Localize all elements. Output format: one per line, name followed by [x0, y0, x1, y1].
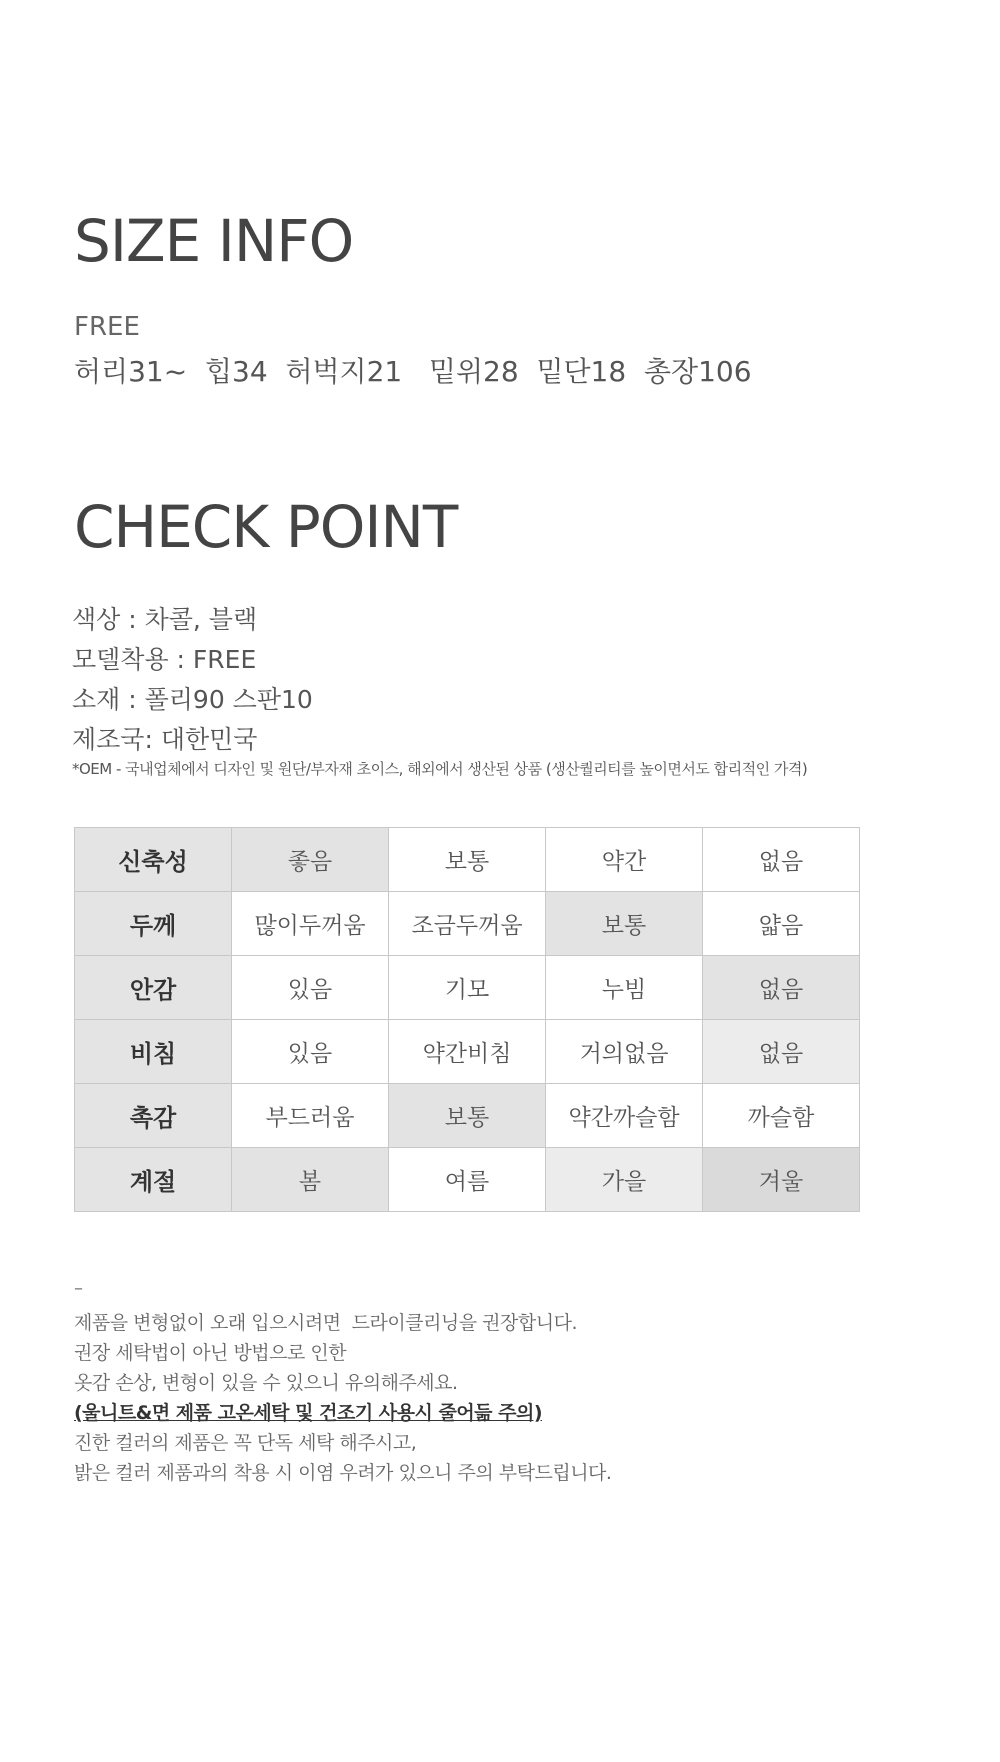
option-cell: 보통 [389, 1084, 546, 1148]
size-label: FREE [74, 312, 140, 342]
option-cell: 없음 [703, 828, 860, 892]
care-line: 밝은 컬러 제품과의 착용 시 이염 우려가 있으니 주의 부탁드립니다. [74, 1462, 612, 1484]
option-cell: 많이두꺼움 [232, 892, 389, 956]
option-cell: 겨울 [703, 1148, 860, 1212]
option-cell: 약간 [546, 828, 703, 892]
table-row [75, 956, 860, 1020]
care-line: 제품을 변형없이 오래 입으시려면 드라이클리닝을 권장합니다. [74, 1312, 577, 1334]
spec-material: 소재 : 폴리90 스판10 [72, 685, 313, 714]
care-line: 권장 세탁법이 아닌 방법으로 인한 [74, 1342, 347, 1364]
spec-origin: 제조국: 대한민국 [72, 725, 258, 754]
table-row [75, 1084, 860, 1148]
size-measurements: 허리31~ 힙34 허벅지21 밑위28 밑단18 총장106 [74, 355, 752, 388]
oem-note: *OEM - 국내업체에서 디자인 및 원단/부자재 초이스, 해외에서 생산된 상품 (생산퀄리티를 높이면서도 합리적인 가격) [72, 760, 808, 778]
check-point-title: CHECK POINT [74, 493, 458, 561]
table-row [75, 892, 860, 956]
row-label: 계절 [75, 1148, 232, 1212]
option-cell: 누빔 [546, 956, 703, 1020]
spec-model-size: 모델착용 : FREE [72, 645, 257, 674]
feature-table [74, 827, 860, 1212]
option-cell: 약간까슬함 [546, 1084, 703, 1148]
row-label: 촉감 [75, 1084, 232, 1148]
table-row [75, 828, 860, 892]
option-cell: 거의없음 [546, 1020, 703, 1084]
care-warning: (울니트&면 제품 고온세탁 및 건조기 사용시 줄어듦 주의) [74, 1402, 543, 1424]
care-line: 진한 컬러의 제품은 꼭 단독 세탁 해주시고, [74, 1432, 417, 1454]
row-label: 안감 [75, 956, 232, 1020]
row-label: 신축성 [75, 828, 232, 892]
option-cell: 부드러움 [232, 1084, 389, 1148]
option-cell: 봄 [232, 1148, 389, 1212]
spec-color: 색상 : 차콜, 블랙 [72, 605, 258, 634]
size-info-title: SIZE INFO [74, 207, 354, 275]
option-cell: 가을 [546, 1148, 703, 1212]
option-cell: 얇음 [703, 892, 860, 956]
care-divider: – [74, 1278, 83, 1299]
option-cell: 까슬함 [703, 1084, 860, 1148]
option-cell: 보통 [389, 828, 546, 892]
option-cell: 조금두꺼움 [389, 892, 546, 956]
option-cell: 있음 [232, 1020, 389, 1084]
option-cell: 약간비침 [389, 1020, 546, 1084]
care-line: 옷감 손상, 변형이 있을 수 있으니 유의해주세요. [74, 1372, 458, 1394]
row-label: 두께 [75, 892, 232, 956]
table-row [75, 1148, 860, 1212]
option-cell: 없음 [703, 956, 860, 1020]
option-cell: 보통 [546, 892, 703, 956]
option-cell: 기모 [389, 956, 546, 1020]
row-label: 비침 [75, 1020, 232, 1084]
option-cell: 여름 [389, 1148, 546, 1212]
table-row [75, 1020, 860, 1084]
option-cell: 좋음 [232, 828, 389, 892]
option-cell: 없음 [703, 1020, 860, 1084]
option-cell: 있음 [232, 956, 389, 1020]
